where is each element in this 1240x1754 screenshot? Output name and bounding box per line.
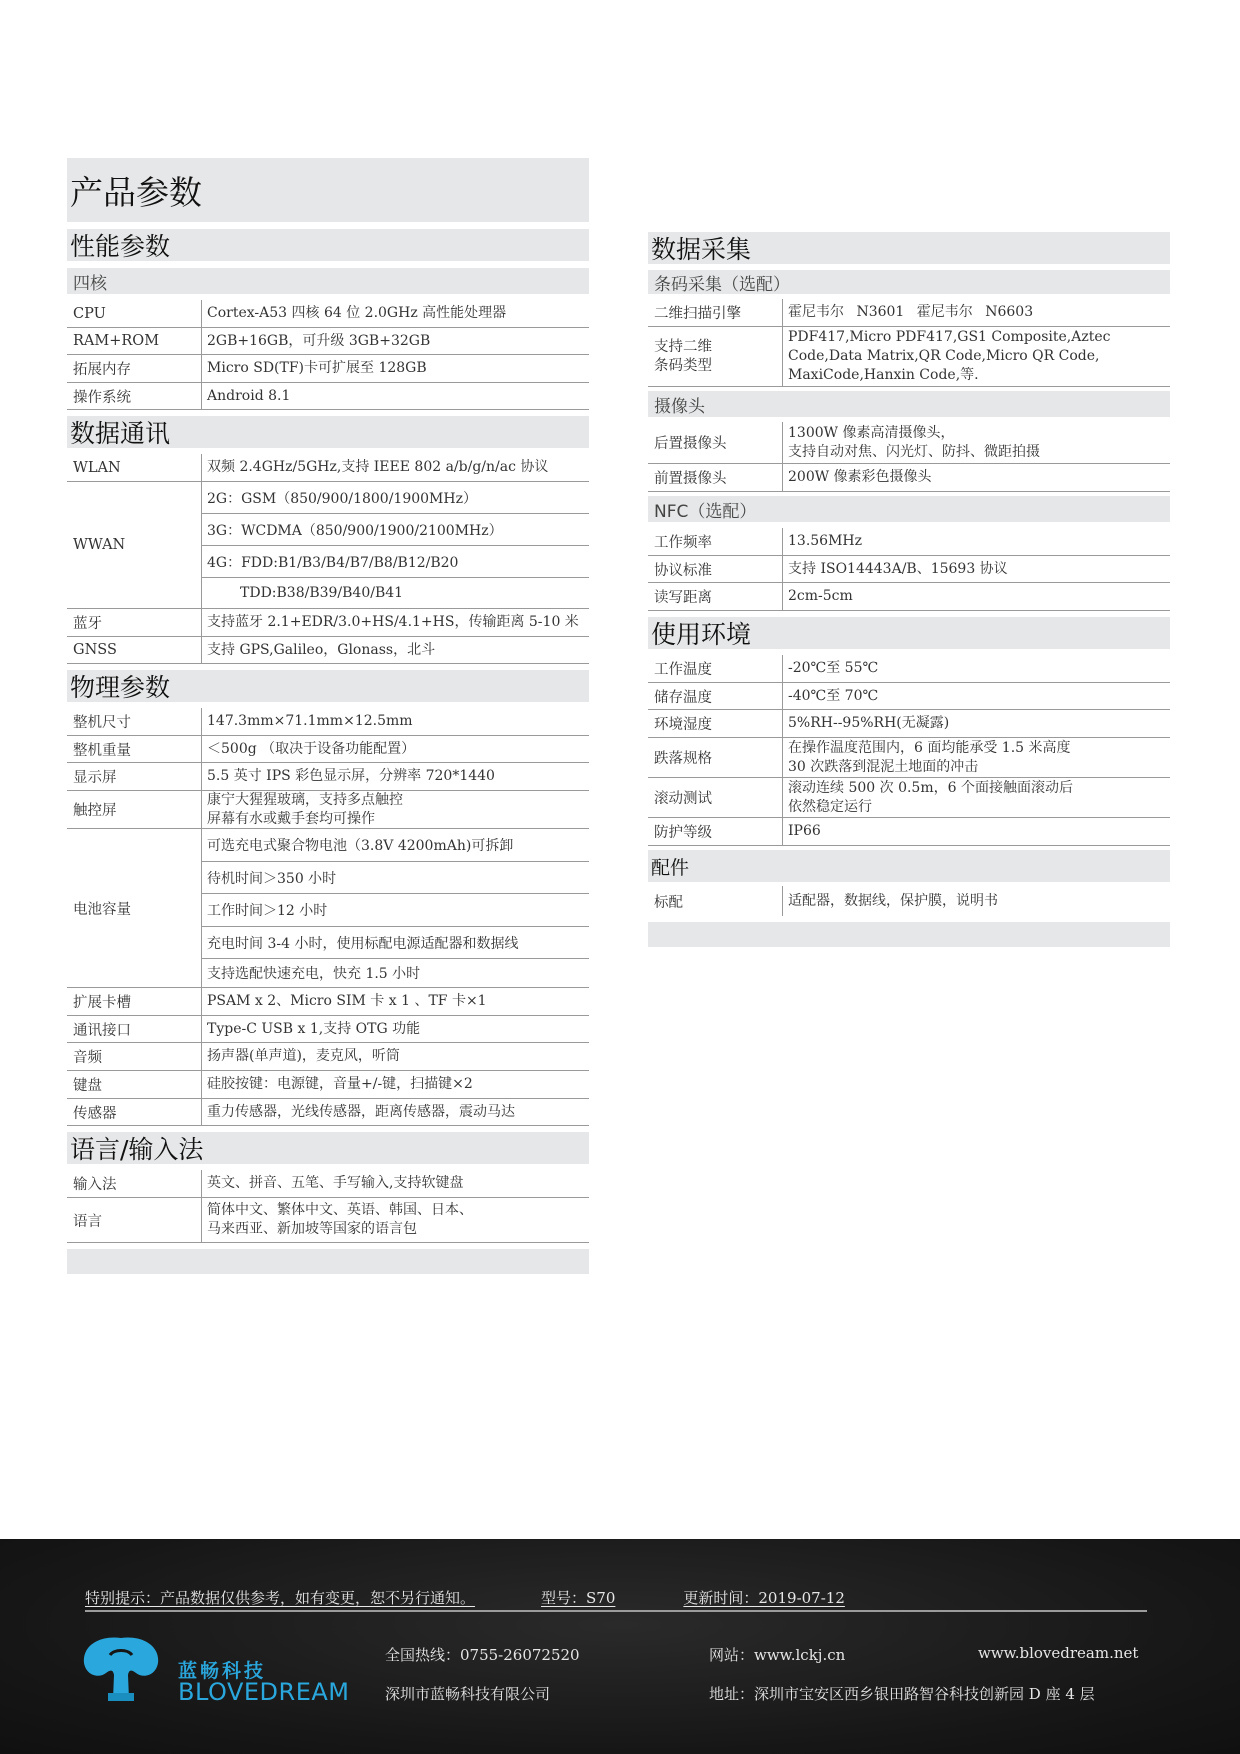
spec-label: 整机重量 [73, 742, 131, 759]
spec-row-tumble [648, 778, 1170, 818]
spec-value: 200W 像素彩色摄像头 [782, 464, 932, 491]
footer-address: 地址：深圳市宝安区西乡银田路智谷科技创新园 D 座 4 层 [709, 1685, 1095, 1703]
subsection-barcode: 条码采集（选配） [648, 270, 1170, 294]
spec-row-front-camera [648, 464, 1170, 492]
wwan-2g: 2G：GSM（850/900/1800/1900MHz） [201, 482, 589, 514]
spec-value: Type-C USB x 1,支持 OTG 功能 [201, 1016, 420, 1042]
model-text: 型号：S70 [541, 1588, 616, 1607]
footer-company: 深圳市蓝畅科技有限公司 [385, 1685, 551, 1703]
spec-row-drop [648, 738, 1170, 778]
spec-label: WWAN [73, 537, 126, 553]
tumble-line-1: 滚动连续 500 次 0.5m，6 个面接触面滚动后 [788, 779, 1073, 796]
touch-line-2: 屏幕有水或戴手套均可操作 [207, 810, 375, 827]
spec-value: 适配器，数据线，保护膜，说明书 [782, 886, 998, 916]
spec-label: GNSS [73, 642, 117, 658]
footer [0, 1539, 1240, 1754]
spec-value: 霍尼韦尔 N3601 霍尼韦尔 N6603 [782, 299, 1033, 326]
spec-label: 扩展卡槽 [73, 995, 131, 1011]
spec-value: ＜500g （取决于设备功能配置） [201, 736, 415, 762]
spec-label: 储存温度 [654, 689, 712, 706]
types-line-1: PDF417,Micro PDF417,GS1 Composite,Aztec [788, 329, 1111, 345]
label-line-1: 支持二维 [654, 338, 712, 355]
spec-row-nfc-protocol [648, 556, 1170, 583]
touch-line-1: 康宁大猩猩玻璃，支持多点触控 [207, 791, 403, 808]
wwan-3g: 3G：WCDMA（850/900/1900/2100MHz） [201, 514, 589, 546]
section-environment: 使用环境 [648, 617, 1170, 649]
section-accessories: 配件 [648, 850, 1170, 882]
spec-label: 输入法 [73, 1177, 117, 1193]
spec-value: 5.5 英寸 IPS 彩色显示屏，分辨率 720*1440 [201, 763, 495, 790]
spec-label: 键盘 [73, 1078, 102, 1094]
spec-row-wwan [67, 482, 589, 609]
rear-line-2: 支持自动对焦、闪光灯、防抖、微距拍摄 [788, 443, 1040, 460]
spec-row-os [67, 383, 589, 410]
spec-label: 后置摄像头 [654, 436, 727, 452]
types-line-3: MaxiCode,Hanxin Code,等. [788, 367, 979, 383]
spec-label: 整机尺寸 [73, 715, 131, 731]
subsection-nfc: NFC（选配） [648, 496, 1170, 522]
section-data-capture: 数据采集 [648, 232, 1170, 264]
battery-line-4: 充电时间 3-4 小时，使用标配电源适配器和数据线 [201, 927, 589, 959]
spec-value [201, 1198, 473, 1242]
spec-value [782, 422, 1040, 463]
blovedream-logo-icon [80, 1633, 162, 1705]
spec-row-nfc-distance [648, 583, 1170, 611]
updated-text: 更新时间：2019-07-12 [683, 1588, 845, 1607]
spec-label: 语言 [73, 1213, 102, 1230]
spec-label: 蓝牙 [73, 616, 102, 632]
spec-value: -20℃至 55℃ [782, 655, 878, 682]
wwan-4g-tdd: TDD:B38/B39/B40/B41 [201, 578, 589, 608]
spec-value: Micro SD(TF)卡可扩展至 128GB [201, 355, 427, 382]
spec-value [782, 327, 1111, 386]
spec-label: 防护等级 [654, 825, 712, 841]
spec-row-gnss [67, 637, 589, 664]
spec-label: 跌落规格 [654, 751, 712, 767]
spec-label: RAM+ROM [73, 333, 160, 349]
types-line-2: Code,Data Matrix,QR Code,Micro QR Code, [788, 348, 1100, 364]
spec-row-audio [67, 1043, 589, 1071]
drop-line-1: 在操作温度范围内，6 面均能承受 1.5 米高度 [788, 739, 1071, 756]
spec-value: 13.56MHz [782, 528, 862, 555]
section-performance: 性能参数 [67, 229, 589, 261]
spec-row-display [67, 763, 589, 791]
spec-row-humidity [648, 710, 1170, 738]
spec-label: 操作系统 [73, 389, 131, 406]
spec-label: 音频 [73, 1050, 102, 1066]
page-title: 产品参数 [67, 158, 589, 222]
spec-row-keyboard [67, 1071, 589, 1099]
language-line-2: 马来西亚、新加坡等国家的语言包 [207, 1221, 417, 1237]
spec-label: 拓展内存 [73, 362, 131, 378]
spec-label: 滚动测试 [654, 791, 712, 807]
subsection-camera: 摄像头 [648, 391, 1170, 417]
spec-row-bluetooth [67, 609, 589, 637]
spec-row-card-slot [67, 988, 589, 1016]
spec-row-rear-camera [648, 422, 1170, 464]
spec-row-ip [648, 818, 1170, 846]
section-physical: 物理参数 [67, 670, 589, 702]
spec-label: 读写距离 [654, 590, 712, 606]
brand-name-cn: 蓝畅科技 [178, 1660, 267, 1682]
footer-hotline: 全国热线：0755-26072520 [385, 1646, 580, 1664]
spec-row-op-temp [648, 655, 1170, 683]
spec-label: 协议标准 [654, 562, 712, 579]
spec-label: 标配 [654, 894, 683, 911]
spec-value: 支持 ISO14443A/B、15693 协议 [782, 556, 1008, 582]
spec-value: 2GB+16GB，可升级 3GB+32GB [201, 328, 430, 354]
right-bottom-bar [648, 922, 1170, 947]
spec-value: 147.3mm×71.1mm×12.5mm [201, 708, 413, 735]
battery-line-2: 待机时间＞350 小时 [201, 862, 589, 894]
spec-value: 5%RH--95%RH(无凝露) [782, 710, 949, 737]
spec-value [782, 778, 1073, 817]
spec-value: PSAM x 2、Micro SIM 卡 x 1 、TF 卡×1 [201, 988, 487, 1015]
spec-label: 触控屏 [73, 803, 117, 819]
label-line-2: 条码类型 [654, 357, 712, 374]
rear-line-1: 1300W 像素高清摄像头， [788, 424, 955, 441]
spec-row-storage-temp [648, 683, 1170, 710]
spec-row-interface [67, 1016, 589, 1043]
spec-value [782, 738, 1071, 777]
section-data-comm: 数据通讯 [67, 416, 589, 448]
spec-value: Android 8.1 [201, 383, 290, 409]
spec-value: 2cm-5cm [782, 583, 853, 610]
wwan-4g-fdd: 4G：FDD:B1/B3/B4/B7/B8/B12/B20 [201, 546, 589, 578]
spec-row-sensor [67, 1099, 589, 1126]
spec-row-touch [67, 791, 589, 829]
spec-value: 支持 GPS,Galileo，Glonass，北斗 [201, 637, 435, 663]
spec-label: 通讯接口 [73, 1022, 131, 1039]
drop-line-2: 30 次跌落到混泥土地面的冲击 [788, 758, 979, 775]
spec-label: 工作温度 [654, 662, 712, 678]
spec-row-barcode-types [648, 327, 1170, 387]
spec-row-nfc-freq [648, 528, 1170, 556]
spec-label: 工作频率 [654, 535, 712, 551]
footer-website[interactable]: 网站：www.lckj.cn [709, 1646, 846, 1664]
brand-name-en: BLOVEDREAM [178, 1678, 350, 1706]
spec-label: 传感器 [73, 1105, 117, 1122]
language-line-1: 简体中文、繁体中文、英语、韩国、日本、 [207, 1202, 473, 1218]
spec-row-cpu [67, 300, 589, 328]
spec-value: IP66 [782, 818, 821, 845]
spec-row-input [67, 1170, 589, 1198]
spec-label: 二维扫描引擎 [654, 306, 741, 322]
spec-label: WLAN [73, 459, 121, 476]
spec-value [201, 791, 403, 828]
subsection-quad-core: 四核 [67, 268, 589, 294]
spec-value: 硅胶按键：电源键，音量+/-键，扫描键×2 [201, 1071, 473, 1098]
spec-label [654, 327, 712, 386]
spec-value: 支持蓝牙 2.1+EDR/3.0+HS/4.1+HS，传输距离 5-10 米 [201, 609, 579, 636]
spec-value: 重力传感器，光线传感器，距离传感器，震动马达 [201, 1099, 515, 1125]
spec-row-wlan [67, 454, 589, 482]
section-language: 语言/输入法 [67, 1132, 589, 1164]
spec-value: 扬声器(单声道)，麦克风，听筒 [201, 1043, 400, 1070]
spec-label: 环境湿度 [654, 717, 712, 733]
spec-label: CPU [73, 305, 106, 322]
notice-text: 特别提示：产品数据仅供参考，如有变更，恕不另行通知。 [85, 1588, 476, 1607]
footer-notice [85, 1584, 1147, 1612]
spec-value: -40℃至 70℃ [782, 683, 878, 709]
tumble-line-2: 依然稳定运行 [788, 798, 872, 815]
spec-value: Cortex-A53 四核 64 位 2.0GHz 高性能处理器 [201, 300, 506, 327]
spec-row-ram [67, 328, 589, 355]
spec-row-weight [67, 736, 589, 763]
spec-row-standard [648, 886, 1170, 916]
spec-value: 英文、拼音、五笔、手写输入,支持软键盘 [201, 1170, 463, 1197]
battery-line-5: 支持选配快速充电，快充 1.5 小时 [201, 959, 589, 987]
spec-row-size [67, 708, 589, 736]
spec-label: 显示屏 [73, 770, 117, 786]
spec-value: 双频 2.4GHz/5GHz,支持 IEEE 802 a/b/g/n/ac 协议 [201, 454, 548, 481]
left-bottom-bar [67, 1249, 589, 1274]
spec-row-storage [67, 355, 589, 383]
battery-line-3: 工作时间＞12 小时 [201, 894, 589, 927]
footer-website-2[interactable]: www.blovedream.net [978, 1644, 1139, 1662]
spec-row-language [67, 1198, 589, 1243]
spec-row-scan-engine [648, 299, 1170, 327]
spec-label: 前置摄像头 [654, 471, 727, 487]
battery-line-1: 可选充电式聚合物电池（3.8V 4200mAh)可拆卸 [201, 829, 589, 862]
spec-label: 电池容量 [73, 901, 131, 918]
spec-row-battery [67, 829, 589, 988]
